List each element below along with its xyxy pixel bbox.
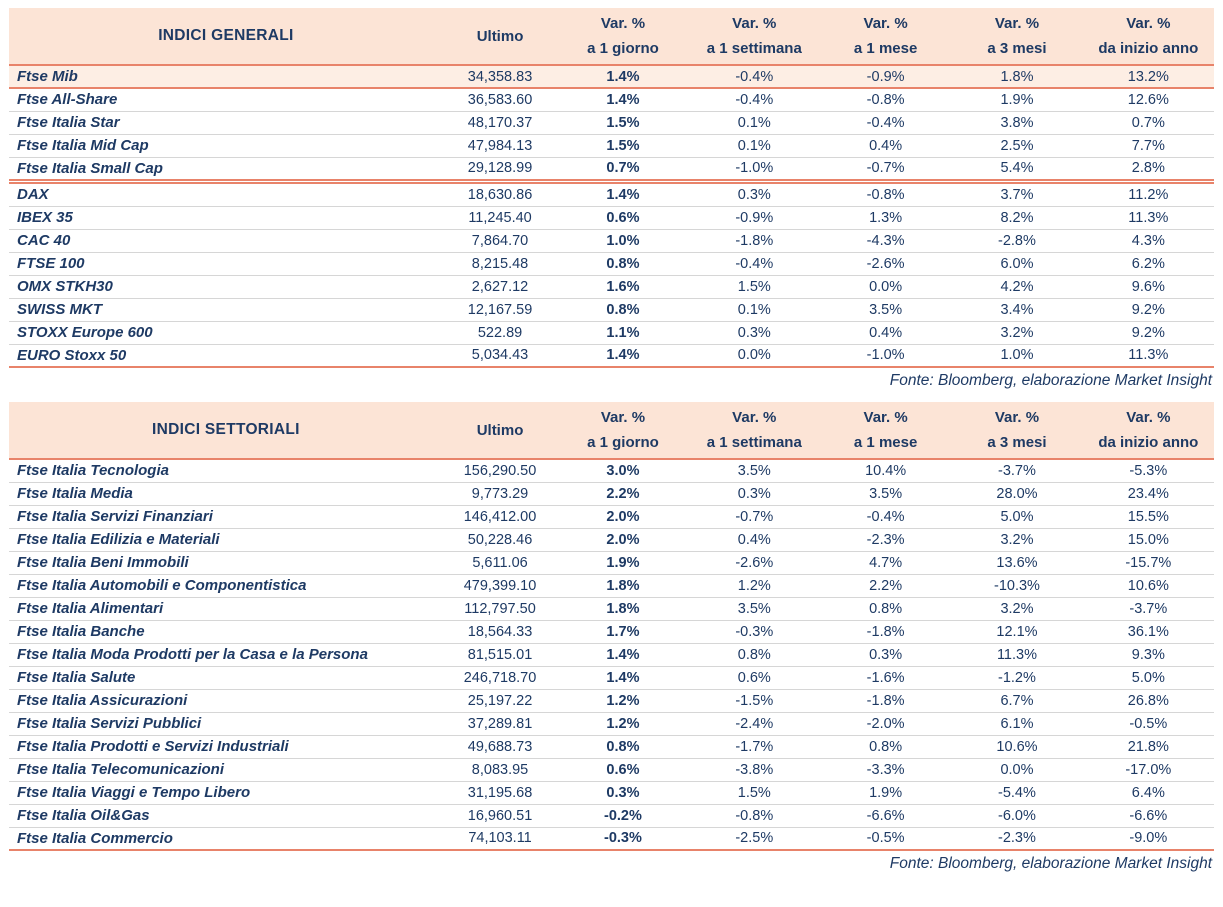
col-header-ultimo: Ultimo <box>443 402 557 459</box>
table-row <box>9 252 1214 275</box>
var-1d-cell: 1.2% <box>557 689 688 712</box>
index-name-cell: Ftse Italia Automobili e Componentistica <box>9 574 443 597</box>
ultimo-cell: 49,688.73 <box>443 735 557 758</box>
var-1w-cell: -1.7% <box>689 735 820 758</box>
var-1d-cell: 1.4% <box>557 65 688 88</box>
index-name-cell: Ftse Italia Salute <box>9 666 443 689</box>
ultimo-cell: 31,195.68 <box>443 781 557 804</box>
ultimo-cell: 29,128.99 <box>443 157 557 180</box>
var-ytd-cell: 12.6% <box>1083 88 1214 111</box>
var-label: Var. % <box>863 409 908 426</box>
col-header-var-1w <box>689 8 820 65</box>
var-1w-cell: -0.4% <box>689 88 820 111</box>
var-ytd-cell: 9.2% <box>1083 298 1214 321</box>
period-label: a 3 mesi <box>987 40 1047 57</box>
var-ytd-cell: 15.5% <box>1083 505 1214 528</box>
var-label: Var. % <box>994 409 1040 426</box>
index-name-cell: Ftse Italia Small Cap <box>9 157 443 180</box>
var-1d-cell: 0.7% <box>557 157 688 180</box>
var-1w-cell: -2.4% <box>689 712 820 735</box>
ultimo-cell: 11,245.40 <box>443 206 557 229</box>
ultimo-cell: 50,228.46 <box>443 528 557 551</box>
var-1w-cell: 3.5% <box>689 459 820 482</box>
table-row <box>9 551 1214 574</box>
var-ytd-cell: 9.6% <box>1083 275 1214 298</box>
var-3m-cell: 28.0% <box>951 482 1082 505</box>
var-ytd-cell: 0.7% <box>1083 111 1214 134</box>
index-name-cell: Ftse Italia Media <box>9 482 443 505</box>
table-row <box>9 712 1214 735</box>
var-label: Var. % <box>600 15 646 32</box>
var-1w-cell: 1.2% <box>689 574 820 597</box>
var-1m-cell: 3.5% <box>820 298 951 321</box>
var-3m-cell: 10.6% <box>951 735 1082 758</box>
table-row <box>9 482 1214 505</box>
var-1m-cell: -2.3% <box>820 528 951 551</box>
index-name-cell: Ftse Italia Servizi Finanziari <box>9 505 443 528</box>
index-name-cell: Ftse Italia Alimentari <box>9 597 443 620</box>
var-1d-cell: 1.0% <box>557 229 688 252</box>
var-ytd-cell: 11.2% <box>1083 183 1214 206</box>
var-3m-cell: 3.2% <box>951 528 1082 551</box>
var-3m-cell: 3.4% <box>951 298 1082 321</box>
var-ytd-cell: 11.3% <box>1083 344 1214 367</box>
var-ytd-cell: 11.3% <box>1083 206 1214 229</box>
ultimo-cell: 8,215.48 <box>443 252 557 275</box>
index-name-cell: Ftse Italia Star <box>9 111 443 134</box>
var-1d-cell: 2.2% <box>557 482 688 505</box>
table-row <box>9 321 1214 344</box>
var-ytd-cell: 21.8% <box>1083 735 1214 758</box>
var-1w-cell: -2.5% <box>689 827 820 850</box>
period-label: a 1 settimana <box>706 40 802 57</box>
var-1m-cell: 10.4% <box>820 459 951 482</box>
table-row <box>9 620 1214 643</box>
index-name-cell: OMX STKH30 <box>9 275 443 298</box>
ultimo-cell: 36,583.60 <box>443 88 557 111</box>
var-1w-cell: 0.3% <box>689 321 820 344</box>
ultimo-cell: 18,630.86 <box>443 183 557 206</box>
var-ytd-cell: 10.6% <box>1083 574 1214 597</box>
index-name-cell: Ftse Italia Mid Cap <box>9 134 443 157</box>
var-1m-cell: -3.3% <box>820 758 951 781</box>
var-1w-cell: 0.4% <box>689 528 820 551</box>
ultimo-cell: 25,197.22 <box>443 689 557 712</box>
var-1d-cell: 2.0% <box>557 505 688 528</box>
ultimo-cell: 18,564.33 <box>443 620 557 643</box>
var-1d-cell: 1.7% <box>557 620 688 643</box>
var-1w-cell: 3.5% <box>689 597 820 620</box>
index-name-cell: Ftse Italia Commercio <box>9 827 443 850</box>
var-1m-cell: -2.0% <box>820 712 951 735</box>
var-1d-cell: 0.3% <box>557 781 688 804</box>
header-row <box>9 8 1214 65</box>
var-3m-cell: 13.6% <box>951 551 1082 574</box>
var-3m-cell: 1.9% <box>951 88 1082 111</box>
period-label: a 1 mese <box>853 434 918 451</box>
ultimo-cell: 81,515.01 <box>443 643 557 666</box>
ultimo-cell: 479,399.10 <box>443 574 557 597</box>
var-1m-cell: -0.5% <box>820 827 951 850</box>
period-label: a 1 settimana <box>706 434 802 451</box>
index-name-cell: Ftse Italia Tecnologia <box>9 459 443 482</box>
col-header-var-1w <box>689 402 820 459</box>
col-header-var-1d <box>557 8 688 65</box>
var-3m-cell: 0.0% <box>951 758 1082 781</box>
ultimo-cell: 47,984.13 <box>443 134 557 157</box>
table-row <box>9 459 1214 482</box>
col-header-var-1m <box>820 402 951 459</box>
col-header-var-3m <box>951 8 1082 65</box>
var-3m-cell: 12.1% <box>951 620 1082 643</box>
var-1d-cell: 2.0% <box>557 528 688 551</box>
var-1w-cell: -0.9% <box>689 206 820 229</box>
table-row <box>9 229 1214 252</box>
table-row <box>9 666 1214 689</box>
var-3m-cell: -3.7% <box>951 459 1082 482</box>
table-row <box>9 111 1214 134</box>
index-name-cell: Ftse Italia Banche <box>9 620 443 643</box>
table-row <box>9 758 1214 781</box>
var-1m-cell: -0.8% <box>820 88 951 111</box>
index-name-cell: EURO Stoxx 50 <box>9 344 443 367</box>
var-3m-cell: 3.7% <box>951 183 1082 206</box>
table-row <box>9 275 1214 298</box>
var-1d-cell: 1.4% <box>557 183 688 206</box>
var-1d-cell: 1.8% <box>557 574 688 597</box>
var-ytd-cell: 6.4% <box>1083 781 1214 804</box>
index-name-cell: Ftse Italia Assicurazioni <box>9 689 443 712</box>
sector-indices-section <box>9 402 1214 875</box>
ultimo-cell: 156,290.50 <box>443 459 557 482</box>
var-3m-cell: -1.2% <box>951 666 1082 689</box>
var-3m-cell: -5.4% <box>951 781 1082 804</box>
var-ytd-cell: -0.5% <box>1083 712 1214 735</box>
var-label: Var. % <box>732 15 777 32</box>
var-1w-cell: 0.1% <box>689 134 820 157</box>
var-1m-cell: -1.8% <box>820 689 951 712</box>
var-1w-cell: 0.1% <box>689 298 820 321</box>
var-ytd-cell: -3.7% <box>1083 597 1214 620</box>
index-name-cell: Ftse Italia Servizi Pubblici <box>9 712 443 735</box>
var-3m-cell: -10.3% <box>951 574 1082 597</box>
indici-generali-table <box>9 8 1214 368</box>
index-name-cell: Ftse Italia Telecomunicazioni <box>9 758 443 781</box>
var-1m-cell: -1.8% <box>820 620 951 643</box>
table-row <box>9 183 1214 206</box>
var-ytd-cell: 6.2% <box>1083 252 1214 275</box>
table-row <box>9 344 1214 367</box>
var-1w-cell: -0.4% <box>689 252 820 275</box>
period-label: da inizio anno <box>1098 434 1199 451</box>
var-3m-cell: 8.2% <box>951 206 1082 229</box>
var-1d-cell: 1.4% <box>557 666 688 689</box>
var-1w-cell: -3.8% <box>689 758 820 781</box>
var-1d-cell: 1.4% <box>557 88 688 111</box>
ultimo-cell: 74,103.11 <box>443 827 557 850</box>
var-1w-cell: 0.8% <box>689 643 820 666</box>
index-name-cell: DAX <box>9 183 443 206</box>
var-1w-cell: -1.5% <box>689 689 820 712</box>
period-label: a 1 giorno <box>587 434 659 451</box>
var-3m-cell: 6.1% <box>951 712 1082 735</box>
period-label: da inizio anno <box>1098 40 1199 57</box>
var-1m-cell: -4.3% <box>820 229 951 252</box>
col-header-ultimo: Ultimo <box>443 8 557 65</box>
table-row <box>9 134 1214 157</box>
var-ytd-cell: 2.8% <box>1083 157 1214 180</box>
ultimo-cell: 37,289.81 <box>443 712 557 735</box>
var-label: Var. % <box>863 15 908 32</box>
var-1d-cell: 0.6% <box>557 206 688 229</box>
var-1w-cell: 0.0% <box>689 344 820 367</box>
table-row <box>9 298 1214 321</box>
var-1w-cell: -0.3% <box>689 620 820 643</box>
var-ytd-cell: 9.2% <box>1083 321 1214 344</box>
table-row <box>9 781 1214 804</box>
period-label: a 3 mesi <box>987 434 1047 451</box>
var-3m-cell: 6.7% <box>951 689 1082 712</box>
var-label: Var. % <box>1126 15 1171 32</box>
var-label: Var. % <box>1126 409 1171 426</box>
col-header-var-3m <box>951 402 1082 459</box>
ultimo-cell: 34,358.83 <box>443 65 557 88</box>
var-ytd-cell: 5.0% <box>1083 666 1214 689</box>
var-ytd-cell: 15.0% <box>1083 528 1214 551</box>
source-note: Fonte: Bloomberg, elaborazione Market Insight <box>889 372 1212 389</box>
var-1m-cell: 2.2% <box>820 574 951 597</box>
var-ytd-cell: 9.3% <box>1083 643 1214 666</box>
var-1d-cell: 1.8% <box>557 597 688 620</box>
ultimo-cell: 8,083.95 <box>443 758 557 781</box>
ultimo-cell: 112,797.50 <box>443 597 557 620</box>
var-1m-cell: -2.6% <box>820 252 951 275</box>
table-row <box>9 65 1214 88</box>
var-1d-cell: 1.1% <box>557 321 688 344</box>
var-1d-cell: 3.0% <box>557 459 688 482</box>
ultimo-cell: 16,960.51 <box>443 804 557 827</box>
var-1m-cell: -1.0% <box>820 344 951 367</box>
table-row <box>9 574 1214 597</box>
var-1m-cell: -0.7% <box>820 157 951 180</box>
ultimo-cell: 7,864.70 <box>443 229 557 252</box>
var-3m-cell: -2.8% <box>951 229 1082 252</box>
table-row <box>9 689 1214 712</box>
var-3m-cell: 3.2% <box>951 597 1082 620</box>
source-note: Fonte: Bloomberg, elaborazione Market Insight <box>889 855 1212 872</box>
var-label: Var. % <box>994 15 1040 32</box>
var-1w-cell: 1.5% <box>689 275 820 298</box>
var-1m-cell: 0.4% <box>820 134 951 157</box>
var-1d-cell: -0.2% <box>557 804 688 827</box>
var-1d-cell: 1.5% <box>557 134 688 157</box>
col-header-var-ytd <box>1083 402 1214 459</box>
var-1d-cell: 1.6% <box>557 275 688 298</box>
var-3m-cell: 3.2% <box>951 321 1082 344</box>
index-name-cell: FTSE 100 <box>9 252 443 275</box>
var-ytd-cell: 13.2% <box>1083 65 1214 88</box>
var-label: Var. % <box>732 409 777 426</box>
var-ytd-cell: 4.3% <box>1083 229 1214 252</box>
var-ytd-cell: 26.8% <box>1083 689 1214 712</box>
index-name-cell: Ftse Italia Oil&Gas <box>9 804 443 827</box>
var-1m-cell: 0.4% <box>820 321 951 344</box>
var-1w-cell: 0.6% <box>689 666 820 689</box>
var-3m-cell: 1.8% <box>951 65 1082 88</box>
var-1m-cell: -6.6% <box>820 804 951 827</box>
var-3m-cell: -2.3% <box>951 827 1082 850</box>
var-1m-cell: 3.5% <box>820 482 951 505</box>
var-1d-cell: 1.5% <box>557 111 688 134</box>
table-row <box>9 206 1214 229</box>
var-1m-cell: 1.3% <box>820 206 951 229</box>
var-1w-cell: -0.7% <box>689 505 820 528</box>
var-3m-cell: 3.8% <box>951 111 1082 134</box>
var-ytd-cell: -5.3% <box>1083 459 1214 482</box>
var-1w-cell: -2.6% <box>689 551 820 574</box>
var-ytd-cell: -6.6% <box>1083 804 1214 827</box>
var-ytd-cell: 23.4% <box>1083 482 1214 505</box>
var-3m-cell: 6.0% <box>951 252 1082 275</box>
var-3m-cell: 4.2% <box>951 275 1082 298</box>
table-title: INDICI SETTORIALI <box>9 402 443 459</box>
var-1d-cell: 1.2% <box>557 712 688 735</box>
ultimo-cell: 5,611.06 <box>443 551 557 574</box>
table-row <box>9 597 1214 620</box>
ultimo-cell: 522.89 <box>443 321 557 344</box>
var-1w-cell: 0.3% <box>689 482 820 505</box>
period-label: a 1 giorno <box>587 40 659 57</box>
var-1d-cell: 0.6% <box>557 758 688 781</box>
var-3m-cell: 5.0% <box>951 505 1082 528</box>
indici-settoriali-table <box>9 402 1214 851</box>
ultimo-cell: 5,034.43 <box>443 344 557 367</box>
var-ytd-cell: -17.0% <box>1083 758 1214 781</box>
table-row <box>9 827 1214 850</box>
table-row <box>9 735 1214 758</box>
var-1w-cell: 0.1% <box>689 111 820 134</box>
table-row <box>9 505 1214 528</box>
index-name-cell: Ftse Italia Prodotti e Servizi Industriali <box>9 735 443 758</box>
var-3m-cell: 1.0% <box>951 344 1082 367</box>
var-1w-cell: 1.5% <box>689 781 820 804</box>
var-1m-cell: 0.3% <box>820 643 951 666</box>
var-ytd-cell: -15.7% <box>1083 551 1214 574</box>
var-1m-cell: -0.4% <box>820 505 951 528</box>
var-1m-cell: 0.8% <box>820 597 951 620</box>
var-1m-cell: -0.4% <box>820 111 951 134</box>
var-1d-cell: 0.8% <box>557 252 688 275</box>
period-label: a 1 mese <box>853 40 918 57</box>
general-indices-section <box>9 8 1214 392</box>
var-1w-cell: -1.8% <box>689 229 820 252</box>
var-1d-cell: -0.3% <box>557 827 688 850</box>
var-1w-cell: -0.4% <box>689 65 820 88</box>
var-3m-cell: -6.0% <box>951 804 1082 827</box>
ultimo-cell: 246,718.70 <box>443 666 557 689</box>
var-1m-cell: 0.0% <box>820 275 951 298</box>
index-name-cell: Ftse Italia Viaggi e Tempo Libero <box>9 781 443 804</box>
index-name-cell: Ftse Italia Beni Immobili <box>9 551 443 574</box>
var-1d-cell: 1.4% <box>557 643 688 666</box>
index-name-cell: CAC 40 <box>9 229 443 252</box>
var-ytd-cell: -9.0% <box>1083 827 1214 850</box>
table-row <box>9 643 1214 666</box>
var-1d-cell: 0.8% <box>557 735 688 758</box>
table-row <box>9 528 1214 551</box>
ultimo-cell: 48,170.37 <box>443 111 557 134</box>
var-1m-cell: 1.9% <box>820 781 951 804</box>
var-1w-cell: -1.0% <box>689 157 820 180</box>
var-1w-cell: 0.3% <box>689 183 820 206</box>
table-title: INDICI GENERALI <box>9 8 443 65</box>
index-name-cell: SWISS MKT <box>9 298 443 321</box>
var-3m-cell: 2.5% <box>951 134 1082 157</box>
var-1m-cell: -0.8% <box>820 183 951 206</box>
var-1d-cell: 1.4% <box>557 344 688 367</box>
table-row <box>9 157 1214 180</box>
index-name-cell: IBEX 35 <box>9 206 443 229</box>
var-1m-cell: 4.7% <box>820 551 951 574</box>
table-row <box>9 804 1214 827</box>
col-header-var-ytd <box>1083 8 1214 65</box>
var-1m-cell: -0.9% <box>820 65 951 88</box>
ultimo-cell: 12,167.59 <box>443 298 557 321</box>
col-header-var-1m <box>820 8 951 65</box>
index-name-cell: Ftse Italia Edilizia e Materiali <box>9 528 443 551</box>
var-1m-cell: 0.8% <box>820 735 951 758</box>
col-header-var-1d <box>557 402 688 459</box>
var-3m-cell: 5.4% <box>951 157 1082 180</box>
var-label: Var. % <box>600 409 646 426</box>
var-3m-cell: 11.3% <box>951 643 1082 666</box>
var-1w-cell: -0.8% <box>689 804 820 827</box>
var-1d-cell: 0.8% <box>557 298 688 321</box>
index-name-cell: STOXX Europe 600 <box>9 321 443 344</box>
ultimo-cell: 2,627.12 <box>443 275 557 298</box>
index-name-cell: Ftse All-Share <box>9 88 443 111</box>
var-ytd-cell: 36.1% <box>1083 620 1214 643</box>
var-1m-cell: -1.6% <box>820 666 951 689</box>
var-ytd-cell: 7.7% <box>1083 134 1214 157</box>
index-name-cell: Ftse Mib <box>9 65 443 88</box>
ultimo-cell: 9,773.29 <box>443 482 557 505</box>
header-row <box>9 402 1214 459</box>
index-name-cell: Ftse Italia Moda Prodotti per la Casa e la Persona <box>9 643 443 666</box>
ultimo-cell: 146,412.00 <box>443 505 557 528</box>
table-row <box>9 88 1214 111</box>
var-1d-cell: 1.9% <box>557 551 688 574</box>
